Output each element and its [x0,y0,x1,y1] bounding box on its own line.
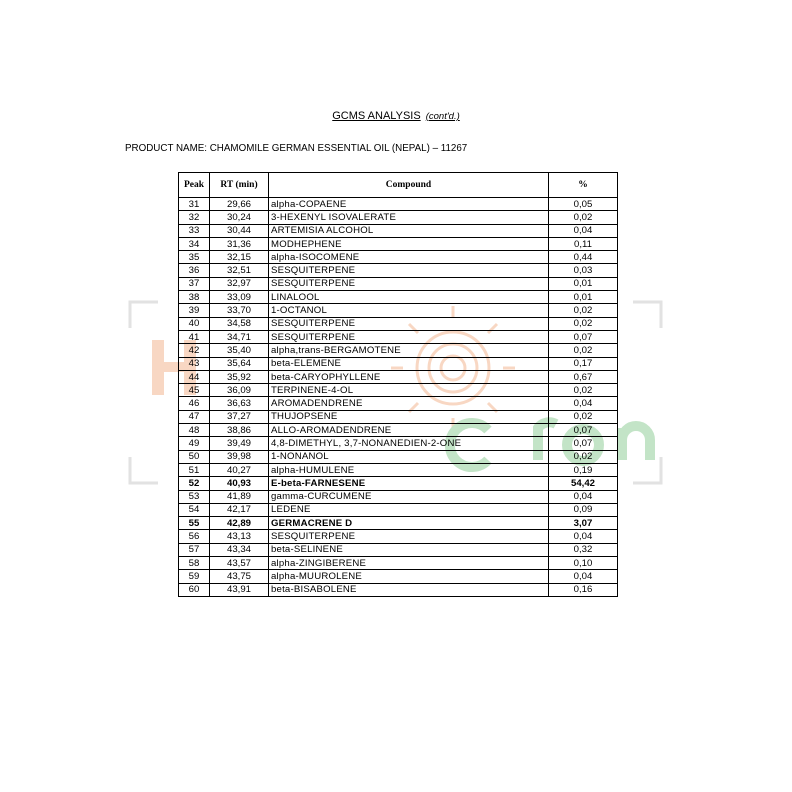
table-row [179,317,618,330]
cell-peak: 41 [179,330,210,343]
cell-compound: MODHEPHENE [269,237,549,250]
table-row [179,437,618,450]
cell-percent: 0,11 [549,237,618,250]
cell-compound: 3-HEXENYL ISOVALERATE [269,211,549,224]
table-row [179,384,618,397]
header-compound: Compound [269,173,549,198]
cell-rt: 39,49 [210,437,269,450]
cell-rt: 42,89 [210,517,269,530]
table-row [179,530,618,543]
cell-compound: alpha-HUMULENE [269,463,549,476]
cell-peak: 59 [179,570,210,583]
cell-rt: 40,93 [210,477,269,490]
cell-compound: alpha-MUUROLENE [269,570,549,583]
cell-percent: 0,04 [549,570,618,583]
cell-rt: 43,34 [210,543,269,556]
cell-rt: 40,27 [210,463,269,476]
cell-rt: 43,13 [210,530,269,543]
header-rt: RT (min) [210,173,269,198]
table-row [179,277,618,290]
table-row [179,583,618,596]
cell-peak: 35 [179,251,210,264]
table-row [179,264,618,277]
cell-compound: SESQUITERPENE [269,530,549,543]
cell-rt: 43,57 [210,557,269,570]
table-row [179,344,618,357]
cell-rt: 33,09 [210,291,269,304]
cell-percent: 0,07 [549,437,618,450]
cell-peak: 60 [179,583,210,596]
cell-rt: 38,86 [210,424,269,437]
cell-compound: GERMACRENE D [269,517,549,530]
table-row [179,543,618,556]
cell-percent: 0,07 [549,330,618,343]
table-row [179,410,618,423]
cell-peak: 49 [179,437,210,450]
cell-peak: 51 [179,463,210,476]
cell-percent: 0,02 [549,344,618,357]
cell-percent: 54,42 [549,477,618,490]
cell-percent: 0,07 [549,424,618,437]
document-title [0,110,792,122]
cell-rt: 36,09 [210,384,269,397]
cell-percent: 0,16 [549,583,618,596]
cell-rt: 37,27 [210,410,269,423]
cell-compound: 1-OCTANOL [269,304,549,317]
cell-compound: beta-BISABOLENE [269,583,549,596]
table-row [179,450,618,463]
cell-peak: 48 [179,424,210,437]
table-row [179,211,618,224]
cell-rt: 30,44 [210,224,269,237]
gcms-table [178,172,618,597]
cell-percent: 0,04 [549,490,618,503]
cell-rt: 39,98 [210,450,269,463]
cell-rt: 41,89 [210,490,269,503]
cell-peak: 40 [179,317,210,330]
cell-rt: 29,66 [210,198,269,211]
cell-peak: 56 [179,530,210,543]
cell-percent: 0,01 [549,277,618,290]
cell-peak: 50 [179,450,210,463]
cell-compound: TERPINENE-4-OL [269,384,549,397]
cell-compound: THUJOPSENE [269,410,549,423]
cell-rt: 36,63 [210,397,269,410]
cell-percent: 0,44 [549,251,618,264]
cell-compound: alpha,trans-BERGAMOTENE [269,344,549,357]
cell-compound: alpha-ZINGIBERENE [269,557,549,570]
cell-percent: 0,02 [549,384,618,397]
cell-peak: 55 [179,517,210,530]
table-row [179,557,618,570]
cell-peak: 43 [179,357,210,370]
cell-rt: 35,64 [210,357,269,370]
cell-percent: 0,19 [549,463,618,476]
cell-compound: beta-CARYOPHYLLENE [269,370,549,383]
cell-percent: 0,04 [549,224,618,237]
cell-compound: alpha-COPAENE [269,198,549,211]
table-row [179,330,618,343]
table-row [179,490,618,503]
cell-compound: ALLO-AROMADENDRENE [269,424,549,437]
cell-compound: beta-ELEMENE [269,357,549,370]
cell-peak: 54 [179,503,210,516]
cell-compound: LINALOOL [269,291,549,304]
cell-percent: 0,02 [549,450,618,463]
cell-rt: 35,40 [210,344,269,357]
cell-compound: SESQUITERPENE [269,277,549,290]
cell-percent: 0,02 [549,410,618,423]
cell-peak: 38 [179,291,210,304]
cell-compound: E-beta-FARNESENE [269,477,549,490]
cell-rt: 42,17 [210,503,269,516]
cell-rt: 43,75 [210,570,269,583]
cell-percent: 0,09 [549,503,618,516]
cell-peak: 52 [179,477,210,490]
cell-percent: 0,67 [549,370,618,383]
table-header-row [179,173,618,198]
cell-compound: beta-SELINENE [269,543,549,556]
cell-peak: 46 [179,397,210,410]
table-row [179,463,618,476]
cell-peak: 32 [179,211,210,224]
cell-rt: 33,70 [210,304,269,317]
cell-compound: 4,8-DIMETHYL, 3,7-NONANEDIEN-2-ONE [269,437,549,450]
table-row [179,251,618,264]
cell-peak: 42 [179,344,210,357]
cell-percent: 0,05 [549,198,618,211]
cell-percent: 0,04 [549,397,618,410]
cell-compound: LEDENE [269,503,549,516]
cell-rt: 30,24 [210,211,269,224]
cell-peak: 58 [179,557,210,570]
cell-compound: SESQUITERPENE [269,330,549,343]
cell-rt: 32,51 [210,264,269,277]
cell-peak: 36 [179,264,210,277]
cell-peak: 53 [179,490,210,503]
cell-rt: 32,15 [210,251,269,264]
cell-peak: 31 [179,198,210,211]
table-row [179,291,618,304]
product-name-line: PRODUCT NAME: CHAMOMILE GERMAN ESSENTIAL OIL (NEPAL) – 11267 [125,143,468,154]
cell-percent: 0,17 [549,357,618,370]
cell-peak: 33 [179,224,210,237]
cell-rt: 35,92 [210,370,269,383]
table-row [179,224,618,237]
header-peak: Peak [179,173,210,198]
title-text: GCMS ANALYSIS [332,110,421,122]
cell-percent: 0,02 [549,304,618,317]
cell-compound: SESQUITERPENE [269,264,549,277]
table-row [179,477,618,490]
table-row [179,424,618,437]
table-row [179,517,618,530]
table-row [179,237,618,250]
table-row [179,570,618,583]
cell-percent: 0,03 [549,264,618,277]
cell-compound: SESQUITERPENE [269,317,549,330]
header-percent: % [549,173,618,198]
cell-rt: 31,36 [210,237,269,250]
cell-rt: 32,97 [210,277,269,290]
cell-peak: 44 [179,370,210,383]
cell-peak: 39 [179,304,210,317]
cell-peak: 34 [179,237,210,250]
table-row [179,198,618,211]
cell-percent: 0,01 [549,291,618,304]
cell-peak: 37 [179,277,210,290]
cell-percent: 0,02 [549,211,618,224]
cell-percent: 0,32 [549,543,618,556]
cell-peak: 57 [179,543,210,556]
cell-compound: gamma-CURCUMENE [269,490,549,503]
table-row [179,503,618,516]
cell-percent: 0,10 [549,557,618,570]
table-row [179,304,618,317]
cell-rt: 34,58 [210,317,269,330]
cell-compound: AROMADENDRENE [269,397,549,410]
cell-peak: 47 [179,410,210,423]
cell-peak: 45 [179,384,210,397]
cell-percent: 0,02 [549,317,618,330]
title-suffix: (cont'd.) [425,111,460,122]
cell-percent: 0,04 [549,530,618,543]
cell-compound: ARTEMISIA ALCOHOL [269,224,549,237]
cell-compound: alpha-ISOCOMENE [269,251,549,264]
table-row [179,357,618,370]
cell-percent: 3,07 [549,517,618,530]
table-row [179,397,618,410]
cell-rt: 34,71 [210,330,269,343]
table-row [179,370,618,383]
cell-compound: 1-NONANOL [269,450,549,463]
cell-rt: 43,91 [210,583,269,596]
